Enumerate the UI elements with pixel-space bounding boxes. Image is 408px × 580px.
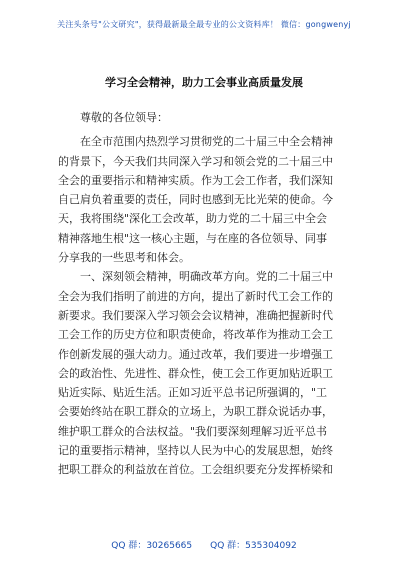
body-line: 一、深刻领会精神，明确改革方向。党的二十届三中 — [58, 270, 333, 284]
body-line: 全会的重要指示和精神实质。作为工会工作者，我们深知 — [58, 173, 333, 187]
body-line: 记的重要指示精神，坚持以人民为中心的发展思想，始终 — [58, 444, 333, 458]
body-line: 作创新发展的强大动力。通过改革，我们要进一步增强工 — [58, 347, 333, 361]
body-line: 会的政治性、先进性、群众性，使工会工作更加贴近职工 — [58, 366, 333, 380]
body-line: 维护职工群众的合法权益。"我们要深刻理解习近平总书 — [58, 424, 328, 438]
footer-qq-groups: QQ 群：30265665 QQ 群：535304092 — [111, 541, 297, 551]
header-promo-text: 关注头条号"公文研究"，获得最新最全最专业的公文资料库！ 微信：gongwenyj — [57, 20, 351, 29]
body-line: 精神落地生根"这一核心主题，与在座的各位领导、同事 — [58, 231, 328, 245]
salutation: 尊敬的各位领导： — [80, 111, 168, 124]
body-line: 分享我的一些思考和体会。 — [58, 251, 190, 265]
document-title: 学习全会精神，助力工会事业高质量发展 — [105, 76, 303, 89]
body-line: 贴近实际、贴近生活。正如习近平总书记所强调的，"工 — [58, 386, 328, 400]
body-line: 自己肩负着重要的责任，同时也感到无比光荣的使命。今 — [58, 193, 333, 207]
body-line: 的背景下，今天我们共同深入学习和领会党的二十届三中 — [58, 154, 333, 168]
body-line: 天，我将围绕"深化工会改革，助力党的二十届三中全会 — [58, 212, 328, 226]
document-body — [58, 108, 354, 480]
body-line: 工会工作的历史方位和职责使命，将改革作为推动工会工 — [58, 328, 333, 342]
body-line: 会要始终站在职工群众的立场上，为职工群众说话办事， — [58, 405, 333, 419]
body-line: 全会为我们指明了前进的方向，提出了新时代工会工作的 — [58, 289, 333, 303]
body-line: 在全市范围内热烈学习贯彻党的二十届三中全会精神 — [58, 135, 333, 149]
body-line: 把职工群众的利益放在首位。工会组织要充分发挥桥梁和 — [58, 463, 333, 477]
body-line: 新要求。我们要深入学习领会会议精神，准确把握新时代 — [58, 308, 333, 322]
